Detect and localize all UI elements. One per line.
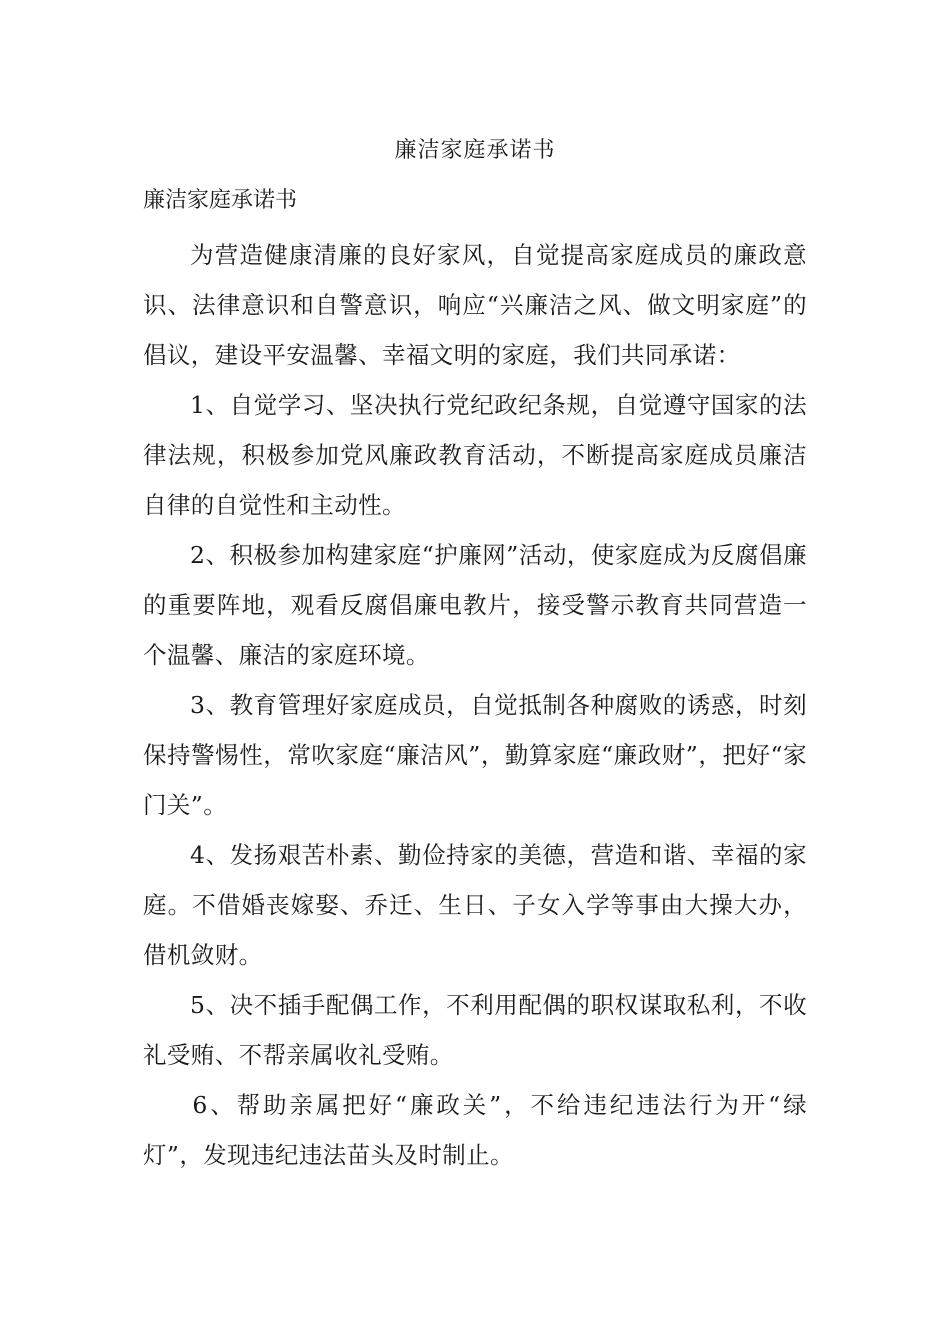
pledge-item-4: 4、发扬艰苦朴素、勤俭持家的美德，营造和谐、幸福的家庭。不借婚丧嫁娶、乔迁、生日、子女入学等事由大操大办，借机敛财。 (143, 841, 807, 969)
intro-paragraph: 为营造健康清廉的良好家风，自觉提高家庭成员的廉政意识、法律意识和自警意识，响应“兴廉洁之风、做文明家庭”的倡议，建设平安温馨、幸福文明的家庭，我们共同承诺： (143, 241, 807, 369)
pledge-item-3: 3、教育管理好家庭成员，自觉抵制各种腐败的诱惑，时刻保持警惕性，常吹家庭“廉洁风”，勤算家庭“廉政财”，把好“家门关”。 (143, 691, 807, 819)
pledge-item-1: 1、自觉学习、坚决执行党纪政纪条规，自觉遵守国家的法律法规，积极参加党风廉政教育活动，不断提高家庭成员廉洁自律的自觉性和主动性。 (143, 391, 807, 519)
document-subheading: 廉洁家庭承诺书 (143, 188, 298, 213)
document-title: 廉洁家庭承诺书 (394, 138, 556, 163)
pledge-item-2: 2、积极参加构建家庭“护廉网”活动，使家庭成为反腐倡廉的重要阵地，观看反腐倡廉电教片，接受警示教育共同营造一个温馨、廉洁的家庭环境。 (143, 541, 807, 669)
pledge-item-6: 6、帮助亲属把好“廉政关”，不给违纪违法行为开“绿灯”，发现违纪违法苗头及时制止。 (143, 1091, 807, 1169)
pledge-item-5: 5、决不插手配偶工作，不利用配偶的职权谋取私利，不收礼受贿、不帮亲属收礼受贿。 (143, 991, 807, 1069)
document-body (143, 230, 807, 1180)
